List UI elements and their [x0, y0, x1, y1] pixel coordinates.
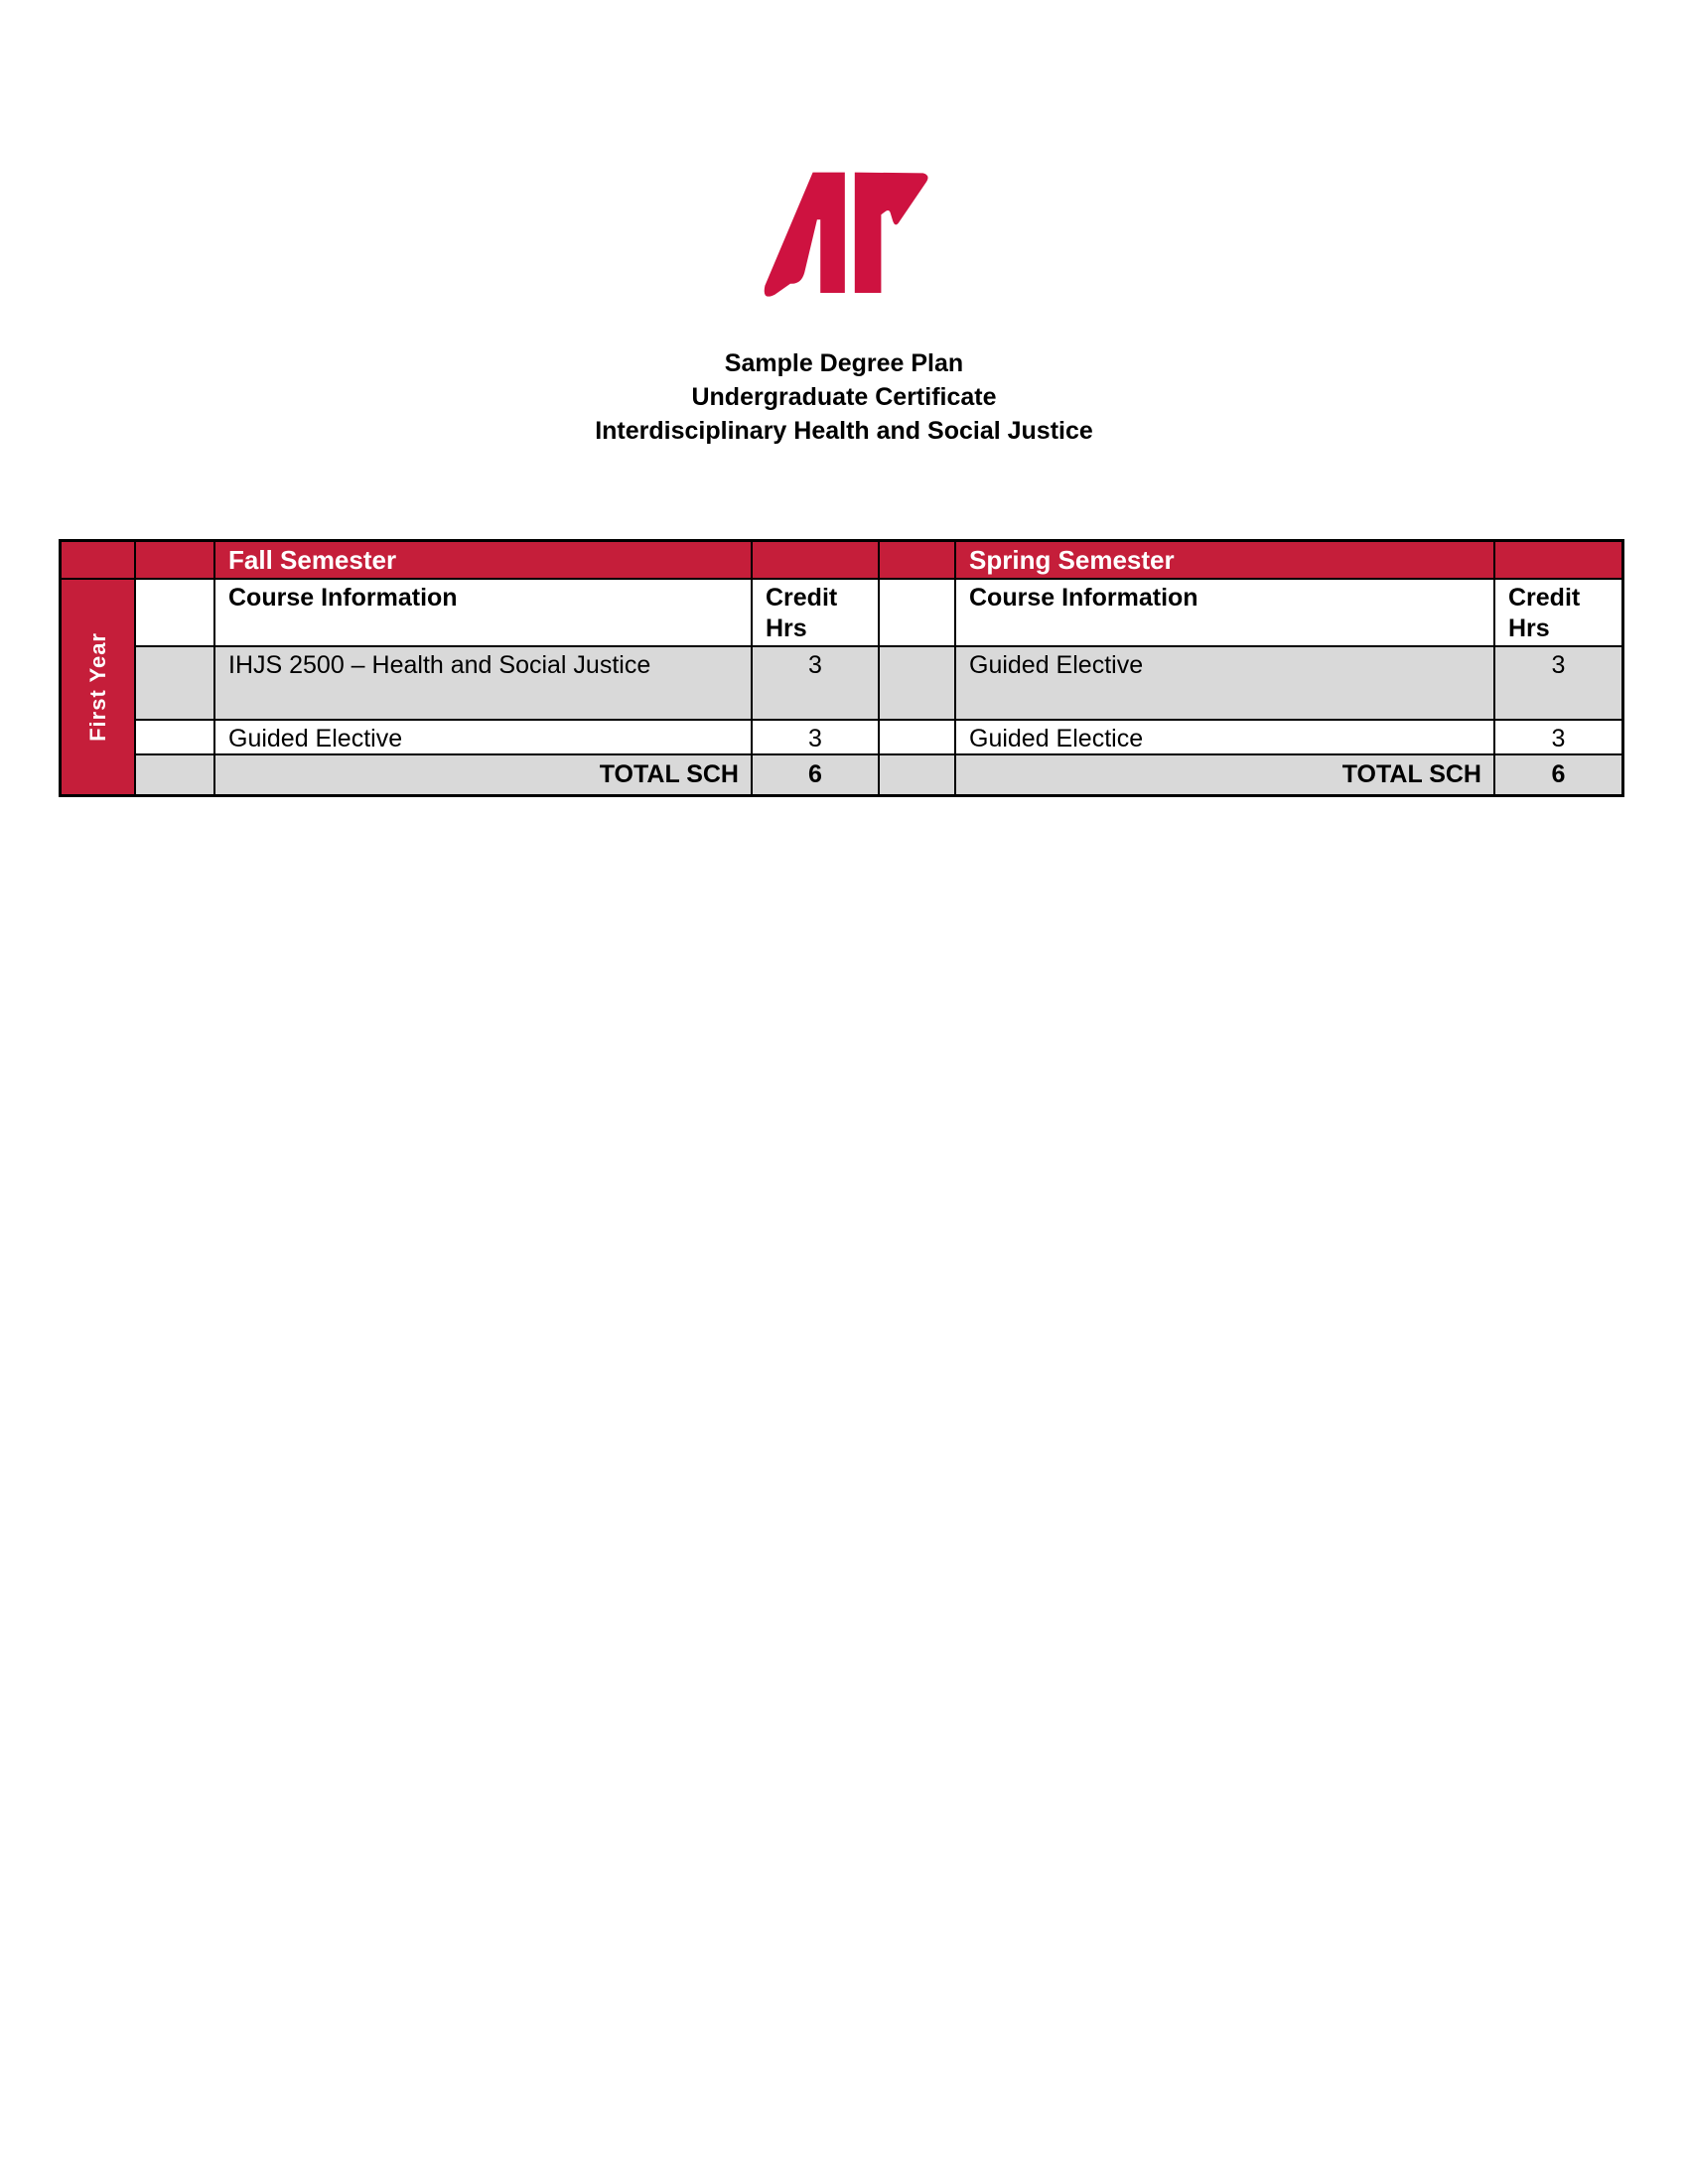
- fall-credit-hrs-header: Credit Hrs: [753, 580, 878, 645]
- spacer-cell: [136, 721, 213, 753]
- spring-total-value: 6: [1495, 755, 1621, 794]
- fall-credit-row-1: 3: [753, 647, 878, 719]
- fall-course-info-header: Course Information: [215, 580, 751, 645]
- header-spacer-cell-mid: [880, 542, 954, 578]
- spring-total-label: TOTAL SCH: [956, 755, 1493, 794]
- spring-course-row-2: Guided Electice: [956, 721, 1493, 753]
- first-year-label: First Year: [84, 632, 110, 742]
- title-line-2: Undergraduate Certificate: [691, 383, 997, 411]
- spacer-cell: [880, 580, 954, 645]
- spring-credit-header-spacer: [1495, 542, 1621, 578]
- spring-credit-row-2: 3: [1495, 721, 1621, 753]
- fall-course-row-1: IHJS 2500 – Health and Social Justice: [215, 647, 751, 719]
- fall-total-label: TOTAL SCH: [215, 755, 751, 794]
- austin-peay-logo: [759, 171, 929, 303]
- spring-credit-row-1: 3: [1495, 647, 1621, 719]
- first-year-cell: [62, 580, 134, 794]
- document-title-block: [0, 346, 1688, 448]
- fall-total-value: 6: [753, 755, 878, 794]
- fall-semester-header: Fall Semester: [215, 542, 751, 578]
- spring-credit-hrs-header: Credit Hrs: [1495, 580, 1621, 645]
- title-line-3: Interdisciplinary Health and Social Justice: [595, 417, 1093, 445]
- header-year-spacer-cell: [62, 542, 134, 578]
- header-spacer-cell-fall: [136, 542, 213, 578]
- degree-plan-table: [59, 539, 1624, 797]
- spacer-cell: [880, 647, 954, 719]
- spring-course-info-header: Course Information: [956, 580, 1493, 645]
- ap-monogram-icon: [759, 171, 929, 303]
- spacer-cell: [136, 755, 213, 794]
- fall-credit-header-spacer: [753, 542, 878, 578]
- spacer-cell: [880, 721, 954, 753]
- spring-course-row-1: Guided Elective: [956, 647, 1493, 719]
- spacer-cell: [136, 580, 213, 645]
- spacer-cell: [880, 755, 954, 794]
- title-line-1: Sample Degree Plan: [724, 349, 964, 377]
- spring-semester-header: Spring Semester: [956, 542, 1493, 578]
- spacer-cell: [136, 647, 213, 719]
- fall-credit-row-2: 3: [753, 721, 878, 753]
- fall-course-row-2: Guided Elective: [215, 721, 751, 753]
